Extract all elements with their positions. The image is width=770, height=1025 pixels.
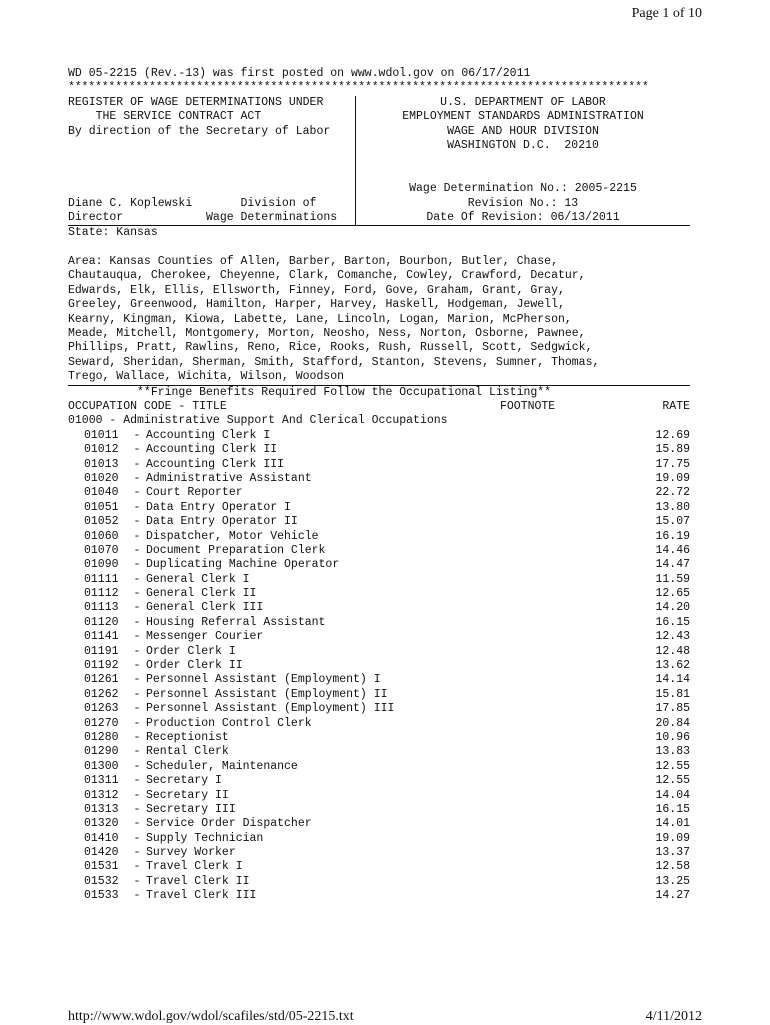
occupation-rate: 12.48	[655, 644, 690, 658]
occupation-row	[68, 789, 690, 803]
occupation-row	[68, 587, 690, 601]
occupation-rate: 17.85	[655, 702, 690, 716]
occupation-code: 01111	[84, 572, 119, 586]
occupation-code: 01261	[84, 673, 119, 687]
header-left-line	[68, 182, 355, 196]
occupation-code: 01312	[84, 788, 119, 802]
occupation-title: General Clerk III	[146, 601, 264, 615]
header-left-line: THE SERVICE CONTRACT ACT	[68, 110, 262, 124]
occupation-row	[68, 515, 690, 529]
occupation-row	[68, 630, 690, 644]
dash-separator: -	[133, 471, 141, 485]
occupation-title: General Clerk II	[146, 587, 257, 601]
occupation-rate: 19.09	[655, 831, 690, 845]
occupation-code: 01320	[84, 817, 119, 831]
dash-separator: -	[133, 759, 141, 773]
occupation-rate: 14.46	[655, 543, 690, 557]
rate-column-header: RATE	[662, 399, 690, 413]
occupation-row	[68, 817, 690, 831]
dash-separator: -	[133, 874, 141, 888]
occupation-rate: 13.83	[655, 745, 690, 759]
division-line: WAGE AND HOUR DIVISION	[447, 124, 599, 138]
occupation-row	[68, 443, 690, 457]
header-right-line	[356, 153, 690, 167]
occupation-code: 01112	[84, 587, 119, 601]
occupation-code: 01300	[84, 759, 119, 773]
occupation-row	[68, 832, 690, 846]
area-line: Kearny, Kingman, Kiowa, Labette, Lane, Lincoln, Logan, Marion, McPherson,	[68, 312, 572, 326]
dash-separator: -	[133, 687, 141, 701]
occupation-code: 01060	[84, 529, 119, 543]
occupation-code: 01290	[84, 745, 119, 759]
occupation-code: 01120	[84, 615, 119, 629]
fringe-benefits-note: **Fringe Benefits Required Follow the Occupational Listing**	[68, 385, 552, 399]
occupation-rate: 11.59	[655, 572, 690, 586]
occupation-rate: 15.81	[655, 687, 690, 701]
dash-separator: -	[133, 702, 141, 716]
occupation-code: 01013	[84, 457, 119, 471]
occupation-row	[68, 846, 690, 860]
occupation-row	[68, 731, 690, 745]
register-header	[68, 96, 690, 227]
dash-separator: -	[133, 500, 141, 514]
address-line: WASHINGTON D.C. 20210	[447, 138, 599, 152]
occupation-row	[68, 429, 690, 443]
administration-line: EMPLOYMENT STANDARDS ADMINISTRATION	[402, 110, 644, 124]
column-headers	[68, 400, 690, 414]
footer-url: http://www.wdol.gov/wdol/scafiles/std/05-2215.txt	[68, 1009, 354, 1024]
occupation-group-heading: 01000 - Administrative Support And Clerical Occupations	[68, 414, 448, 428]
occupation-code: 01532	[84, 874, 119, 888]
occupation-code: 01040	[84, 486, 119, 500]
occupation-title: Travel Clerk II	[146, 874, 250, 888]
area-line: Phillips, Pratt, Rawlins, Reno, Rice, Rooks, Rush, Russell, Scott, Sedgwick,	[68, 341, 593, 355]
occupation-rate: 12.69	[655, 428, 690, 442]
occupation-code: 01313	[84, 802, 119, 816]
occupation-code: 01410	[84, 831, 119, 845]
occupation-rate: 12.65	[655, 587, 690, 601]
dash-separator: -	[133, 831, 141, 845]
wage-determination-document	[68, 67, 690, 904]
dash-separator: -	[133, 745, 141, 759]
occupation-title: Personnel Assistant (Employment) II	[146, 687, 388, 701]
occupation-rate: 10.96	[655, 730, 690, 744]
occupation-row	[68, 645, 690, 659]
occupation-column-header: OCCUPATION CODE - TITLE	[68, 399, 227, 413]
occupation-rate: 14.47	[655, 558, 690, 572]
occupation-rate: 12.55	[655, 759, 690, 773]
header-left-line	[68, 168, 355, 182]
revision-date: Date Of Revision: 06/13/2011	[426, 210, 620, 224]
occupation-title: Order Clerk I	[146, 644, 236, 658]
occupation-code: 01191	[84, 644, 119, 658]
occupation-code: 01070	[84, 543, 119, 557]
occupation-code: 01263	[84, 702, 119, 716]
occupation-rate: 13.25	[655, 874, 690, 888]
dash-separator: -	[133, 428, 141, 442]
occupation-row	[68, 458, 690, 472]
occupation-rate: 15.07	[655, 515, 690, 529]
header-left-line	[68, 139, 355, 153]
occupation-rate: 12.55	[655, 774, 690, 788]
director-name-line: Diane C. Koplewski Division of	[68, 196, 317, 210]
area-block	[68, 255, 690, 386]
dash-separator: -	[133, 630, 141, 644]
header-left-line	[68, 153, 355, 167]
occupation-rate: 12.58	[655, 860, 690, 874]
dash-separator: -	[133, 846, 141, 860]
occupation-title: Travel Clerk III	[146, 889, 257, 903]
department-line: U.S. DEPARTMENT OF LABOR	[440, 95, 606, 109]
occupation-code: 01531	[84, 860, 119, 874]
occupation-title: Messenger Courier	[146, 630, 264, 644]
occupation-title: Supply Technician	[146, 831, 264, 845]
occupation-row	[68, 530, 690, 544]
dash-separator: -	[133, 572, 141, 586]
occupation-code: 01113	[84, 601, 119, 615]
occupation-title: Accounting Clerk III	[146, 457, 285, 471]
occupation-row	[68, 486, 690, 500]
occupation-rate: 14.04	[655, 788, 690, 802]
occupation-row	[68, 501, 690, 515]
occupation-row	[68, 673, 690, 687]
occupation-rate: 16.15	[655, 615, 690, 629]
asterisk-divider: **************************************************************************************	[68, 81, 649, 95]
dash-separator: -	[133, 788, 141, 802]
occupation-list	[68, 429, 690, 904]
occupation-title: Scheduler, Maintenance	[146, 759, 298, 773]
dash-separator: -	[133, 486, 141, 500]
occupation-row	[68, 717, 690, 731]
occupation-row	[68, 745, 690, 759]
dash-separator: -	[133, 615, 141, 629]
occupation-row	[68, 573, 690, 587]
occupation-code: 01311	[84, 774, 119, 788]
occupation-title: Data Entry Operator I	[146, 500, 291, 514]
register-header-left	[68, 96, 356, 226]
area-line: Area: Kansas Counties of Allen, Barber, Barton, Bourbon, Butler, Chase,	[68, 255, 558, 269]
occupation-title: General Clerk I	[146, 572, 250, 586]
dash-separator: -	[133, 558, 141, 572]
occupation-title: Duplicating Machine Operator	[146, 558, 340, 572]
occupation-rate: 13.62	[655, 659, 690, 673]
occupation-rate: 14.01	[655, 817, 690, 831]
occupation-title: Travel Clerk I	[146, 860, 243, 874]
occupation-title: Secretary III	[146, 802, 236, 816]
posted-line: WD 05-2215 (Rev.-13) was first posted on www.wdol.gov on 06/17/2011	[68, 67, 531, 80]
footnote-column-header: FOOTNOTE	[500, 399, 556, 413]
occupation-title: Personnel Assistant (Employment) III	[146, 702, 395, 716]
occupation-rate: 13.37	[655, 846, 690, 860]
occupation-code: 01533	[84, 889, 119, 903]
dash-separator: -	[133, 817, 141, 831]
occupation-rate: 14.20	[655, 601, 690, 615]
dash-separator: -	[133, 443, 141, 457]
dash-separator: -	[133, 601, 141, 615]
occupation-code: 01011	[84, 428, 119, 442]
occupation-row	[68, 875, 690, 889]
occupation-code: 01020	[84, 471, 119, 485]
area-line: Greeley, Greenwood, Hamilton, Harper, Harvey, Haskell, Hodgeman, Jewell,	[68, 298, 565, 312]
dash-separator: -	[133, 716, 141, 730]
occupation-rate: 16.15	[655, 802, 690, 816]
dash-separator: -	[133, 889, 141, 903]
dash-separator: -	[133, 802, 141, 816]
dash-separator: -	[133, 515, 141, 529]
occupation-rate: 19.09	[655, 471, 690, 485]
occupation-title: Administrative Assistant	[146, 471, 312, 485]
occupation-title: Receptionist	[146, 730, 229, 744]
occupation-code: 01270	[84, 716, 119, 730]
occupation-code: 01012	[84, 443, 119, 457]
occupation-row	[68, 659, 690, 673]
occupation-title: Document Preparation Clerk	[146, 543, 326, 557]
blank-line	[68, 241, 690, 255]
occupation-rate: 13.80	[655, 500, 690, 514]
occupation-title: Survey Worker	[146, 846, 236, 860]
occupation-rate: 12.43	[655, 630, 690, 644]
occupation-rate: 16.19	[655, 529, 690, 543]
occupation-title: Secretary II	[146, 788, 229, 802]
occupation-row	[68, 472, 690, 486]
director-title-line: Director Wage Determinations	[68, 210, 338, 224]
occupation-row	[68, 860, 690, 874]
occupation-title: Secretary I	[146, 774, 222, 788]
dash-separator: -	[133, 457, 141, 471]
occupation-rate: 14.14	[655, 673, 690, 687]
occupation-title: Accounting Clerk II	[146, 443, 278, 457]
occupation-code: 01192	[84, 659, 119, 673]
footer-date: 4/11/2012	[645, 1009, 702, 1024]
occupation-code: 01280	[84, 730, 119, 744]
dash-separator: -	[133, 860, 141, 874]
occupation-title: Personnel Assistant (Employment) I	[146, 673, 381, 687]
occupation-rate: 20.84	[655, 716, 690, 730]
occupation-row	[68, 558, 690, 572]
occupation-row	[68, 702, 690, 716]
page-number: Page 1 of 10	[631, 6, 702, 21]
wage-determination-number: Wage Determination No.: 2005-2215	[409, 182, 637, 196]
header-left-line: By direction of the Secretary of Labor	[68, 124, 331, 138]
state-line: State: Kansas	[68, 226, 158, 240]
area-line: Meade, Mitchell, Montgomery, Morton, Neosho, Ness, Norton, Osborne, Pawnee,	[68, 327, 586, 341]
area-line: Seward, Sheridan, Sherman, Smith, Stafford, Stanton, Stevens, Sumner, Thomas,	[68, 355, 600, 369]
occupation-row	[68, 688, 690, 702]
occupation-rate: 22.72	[655, 486, 690, 500]
header-left-line: REGISTER OF WAGE DETERMINATIONS UNDER	[68, 95, 324, 109]
occupation-row	[68, 601, 690, 615]
occupation-title: Housing Referral Assistant	[146, 615, 326, 629]
dash-separator: -	[133, 644, 141, 658]
dash-separator: -	[133, 774, 141, 788]
occupation-rate: 15.89	[655, 443, 690, 457]
occupation-row	[68, 760, 690, 774]
occupation-code: 01141	[84, 630, 119, 644]
dash-separator: -	[133, 587, 141, 601]
register-header-right	[356, 96, 690, 226]
occupation-row	[68, 889, 690, 903]
header-right-line	[356, 168, 690, 182]
occupation-code: 01090	[84, 558, 119, 572]
area-line: Edwards, Elk, Ellis, Ellsworth, Finney, Ford, Gove, Graham, Grant, Gray,	[68, 283, 565, 297]
occupation-code: 01420	[84, 846, 119, 860]
dash-separator: -	[133, 659, 141, 673]
dash-separator: -	[133, 730, 141, 744]
revision-number: Revision No.: 13	[467, 196, 579, 210]
occupation-row	[68, 616, 690, 630]
area-line: Chautauqua, Cherokee, Cheyenne, Clark, Comanche, Cowley, Crawford, Decatur,	[68, 269, 586, 283]
occupation-title: Order Clerk II	[146, 659, 243, 673]
occupation-row	[68, 544, 690, 558]
occupation-rate: 14.27	[655, 889, 690, 903]
occupation-title: Data Entry Operator II	[146, 515, 298, 529]
occupation-title: Accounting Clerk I	[146, 428, 271, 442]
occupation-title: Court Reporter	[146, 486, 243, 500]
occupation-rate: 17.75	[655, 457, 690, 471]
occupation-title: Production Control Clerk	[146, 716, 312, 730]
occupation-row	[68, 803, 690, 817]
occupation-code: 01262	[84, 687, 119, 701]
dash-separator: -	[133, 543, 141, 557]
dash-separator: -	[133, 529, 141, 543]
occupation-title: Rental Clerk	[146, 745, 229, 759]
occupation-code: 01051	[84, 500, 119, 514]
occupation-row	[68, 774, 690, 788]
occupation-code: 01052	[84, 515, 119, 529]
dash-separator: -	[133, 673, 141, 687]
occupation-title: Service Order Dispatcher	[146, 817, 312, 831]
occupation-title: Dispatcher, Motor Vehicle	[146, 529, 319, 543]
area-line: Trego, Wallace, Wichita, Wilson, Woodson	[68, 370, 345, 384]
